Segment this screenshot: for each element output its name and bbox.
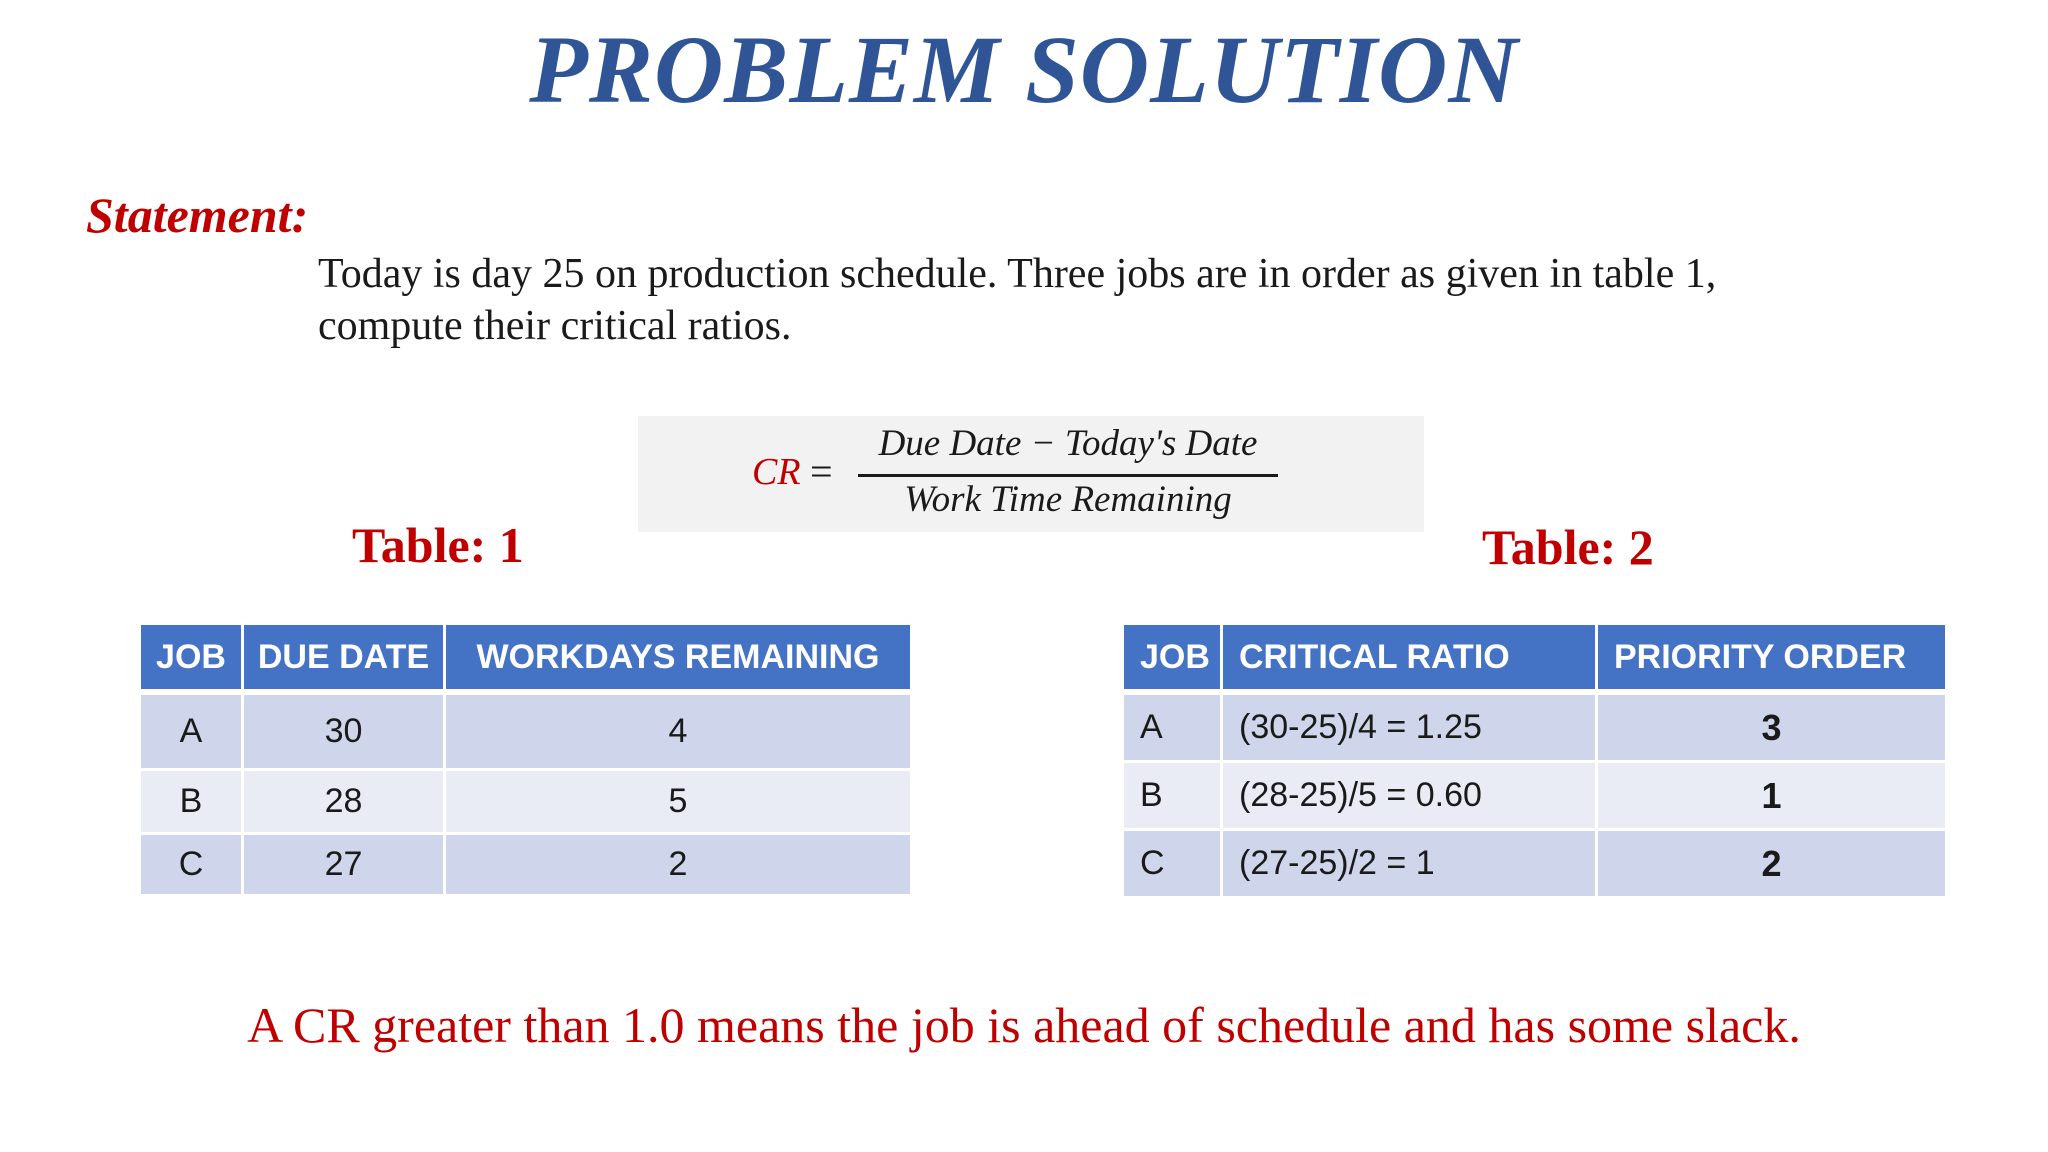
cell-job: B: [141, 771, 244, 835]
cell-job: B: [1124, 763, 1223, 831]
cell-critical-ratio: (27-25)/2 = 1: [1223, 831, 1598, 899]
statement-line-2: compute their critical ratios.: [318, 303, 792, 349]
header-priority-order: PRIORITY ORDER: [1598, 625, 1948, 695]
formula-numerator: Due Date − Today's Date: [878, 423, 1258, 464]
formula-box: [638, 416, 1424, 532]
cell-due-date: 30: [244, 695, 446, 771]
cell-priority: 2: [1598, 831, 1948, 899]
jobs-table: [141, 625, 913, 897]
cell-due-date: 27: [244, 835, 446, 897]
cell-job: C: [1124, 831, 1223, 899]
cell-job: A: [1124, 695, 1223, 763]
table-row: [1124, 763, 1948, 831]
cell-job: C: [141, 835, 244, 897]
table1-caption: Table: 1: [352, 517, 524, 573]
table-header-row: [1124, 625, 1948, 695]
header-workdays-remaining: WORKDAYS REMAINING: [446, 625, 913, 695]
header-critical-ratio: CRITICAL RATIO: [1223, 625, 1598, 695]
table-row: [141, 835, 913, 897]
table-row: [1124, 695, 1948, 763]
cell-workdays: 5: [446, 771, 913, 835]
header-job: JOB: [141, 625, 244, 695]
cell-critical-ratio: (28-25)/5 = 0.60: [1223, 763, 1598, 831]
cell-critical-ratio: (30-25)/4 = 1.25: [1223, 695, 1598, 763]
page-title: PROBLEM SOLUTION: [529, 16, 1519, 123]
table-row: [141, 695, 913, 771]
statement-line-1: Today is day 25 on production schedule. Three jobs are in order as given in table 1,: [318, 251, 1717, 297]
fraction-bar: [858, 474, 1278, 477]
cell-priority: 3: [1598, 695, 1948, 763]
conclusion-note: A CR greater than 1.0 means the job is ahead of schedule and has some slack.: [247, 997, 1801, 1053]
table-header-row: [141, 625, 913, 695]
cell-job: A: [141, 695, 244, 771]
table2-caption: Table: 2: [1482, 519, 1654, 575]
formula-denominator: Work Time Remaining: [904, 479, 1232, 520]
cell-workdays: 2: [446, 835, 913, 897]
cell-workdays: 4: [446, 695, 913, 771]
statement-text: [318, 248, 1918, 352]
cell-priority: 1: [1598, 763, 1948, 831]
table-row: [141, 771, 913, 835]
statement-label: Statement:: [86, 187, 309, 243]
header-due-date: DUE DATE: [244, 625, 446, 695]
formula-lhs: CR: [752, 451, 801, 493]
cell-due-date: 28: [244, 771, 446, 835]
formula-equals: =: [810, 449, 833, 494]
critical-ratio-table: [1124, 625, 1948, 899]
table-row: [1124, 831, 1948, 899]
header-job: JOB: [1124, 625, 1223, 695]
